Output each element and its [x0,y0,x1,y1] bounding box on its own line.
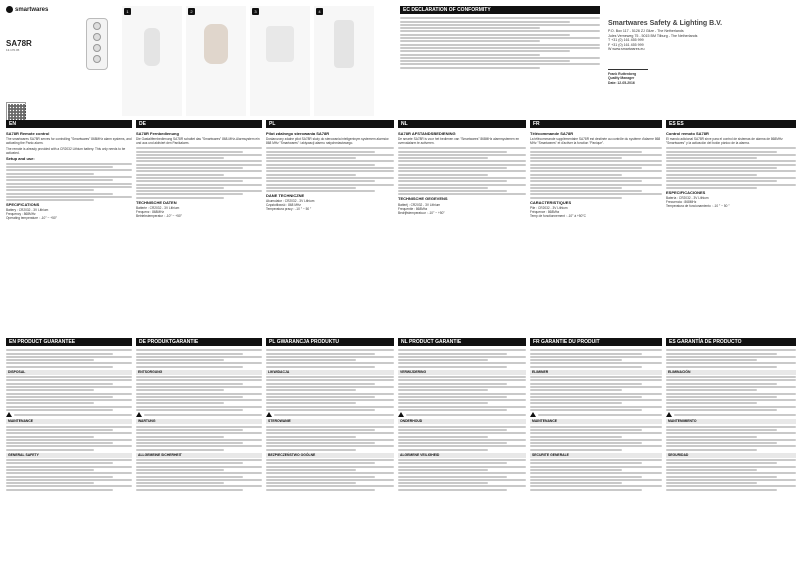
guarantee-bar-en: EN PRODUCT GUARANTEE [6,338,132,346]
figure-panel-3 [250,6,310,116]
section-title: SA78R AFSTANDSBEDIENING [398,131,456,136]
company-name: Smartwares Safety & Lighting B.V. [608,20,723,27]
warning-icon [6,412,12,417]
guarantee-bar-fr: FR GARANTIE DU PRODUIT [530,338,662,346]
safety-nl: VERWIJDERING ONDERHOUD ALGEMENE VEILIGHEID [398,348,526,562]
section-de: SA78R Fernbedienung Die Gastaltfernbedienung SA78R schaltet das "Smartwares" 868-MHz-Alarmsystem ein und aus und aktiviert den Panikalarm. TECHNISCHE DATEN Batterie : CR2032 - 3V Lithium Frequenz : 868MHz Betriebstemperatur : -10° ~ +50° [136,130,262,328]
warning-icon [266,412,272,417]
remote-side-image [334,20,354,68]
guarantee-bar-de: DE PRODUKTGARANTIE [136,338,262,346]
company-address: P.O. Box 117 - 5126 ZJ Gilze - The Netherlands Jules Verneweg 75 - 5015 BM Tilburg - The Netherlands T +31 (0) 161 455 999 F +31 (0) 161 455 999 W www.smartwares.eu [608,29,698,52]
safety-pl: LIKWIDACJA STEROWANIE BEZPIECZEŃSTWO OGÓLNE [266,348,394,562]
panel-number: 4 [316,8,323,15]
section-es: Control remoto SA78R El mando adicional SA78R sirve para el control de sistemas de alarma de 868MHz "Smartwares" y la activación del botón pánico de la alarma. ESPECIFICACIONES Batería : CR2032 - 3V Lithium Frecuencia : 868MHz Temperatura de funcionamiento : -10 ° ~ 50 ° [666,130,796,328]
battery-image [266,26,294,62]
safety-band [0,332,802,567]
section-bar-de: DE [136,120,262,128]
brand-mark-icon [6,6,13,13]
section-bar-fr: FR [530,120,662,128]
section-fr: Télécommande SA78R La télécommande supplémentaire SA78R est destinée au contrôle du système d'alarme 868 MHz "Smartwares" et d'activer la fonction "Panique". CARACTERISTIQUES Pile : CR2032 - 3V Lithium Fréquence : 868Mhz Temp de fonctionnement : -10° à +50°C [530,131,661,219]
section-bar-nl: NL [398,120,526,128]
safety-en: DISPOSAL MAINTENANCE GENERAL SAFETY [6,348,132,562]
panel-number: 2 [188,8,195,15]
product-photo-panel [74,4,120,116]
panel-number: 1 [124,8,131,15]
section-nl: SA78R AFSTANDSBEDIENING De smarte SA78R is voor het bedienen van "Smartwares" 868MHz alarmsystemen en overvalalarm te activeren. TECHNISCHE GEGEVENS Batterij : CR2032 - 3V Lithium Frequentie : 868Mhz Bedrijfstemperatuur : -10° ~ +50° [398,130,526,328]
brand-logo [6,6,70,13]
figure-panel-2 [186,6,246,116]
remote-image [86,18,108,70]
section-bar-es: ES ES [666,120,796,128]
model-sub: 13.170.05 [6,48,20,52]
remote-button-icon [93,33,101,41]
guarantee-bar-nl: NL PRODUCT GARANTIE [398,338,526,346]
hand-image [204,24,228,64]
section-title: Télécommande SA78R [530,131,574,136]
warning-icon [666,412,672,417]
figure-panel-4 [314,6,374,116]
safety-fr: ELIMINER MAINTENANCE SECURITE GENERALE [530,348,662,562]
declaration-text [400,16,600,112]
section-en: SA78R Remote control The smartwares SA78R serves for controlling "Smartwares" 868MHz alarm systems, and activating the Panic alarm. The remote is already provided with a CR2032 Lithium battery. This only needs to be activated. Setup and use: SPECIFICATIONS Battery : CR2032 - 3V Lithium Frequency : 868MHz Operating temperature : -10° ~ +50° [6,131,132,221]
remote-button-icon [93,44,101,52]
cover-panel [6,6,70,118]
remote-button-icon [93,22,101,30]
panel-number: 3 [252,8,259,15]
safety-es: ELIMINACIÓN MANTENIMIENTO SEGURIDAD [666,348,796,562]
warning-icon [136,412,142,417]
section-bar-pl: PL [266,120,394,128]
figure-panel-1 [122,6,182,116]
declaration-panel [400,6,796,116]
signature-image [608,60,648,70]
warning-icon [398,412,404,417]
section-bar-en: EN [6,120,132,128]
brand-name: smartwares [15,6,49,13]
section-title: Pilot zdalnego sterowania SA78R [266,131,330,136]
section-title: Control remoto SA78R [666,131,709,136]
section-pl: Pilot zdalnego sterowania SA78R Dostarczony zdalne pilot SA78R służy do sterowania inteligentnym systemem alarmów 868 MHz "Smartwares" i aktywacji alarmu natychmiastowego. DANE TECHNICZNE Akumulator : CR2032 - 3V Lithium Częstotliwość : 868 MHz Temperatura pracy : -10 ° ~ 50 ° [266,130,394,328]
remote-back-image [144,28,160,66]
safety-de: ENTSORGUNG WARTUNG ALLGEMEINE SICHERHEIT [136,348,262,562]
warning-icon [530,412,536,417]
instruction-sheet-top [0,0,802,243]
company-block [608,20,788,85]
declaration-title: EC DECLARATION OF CONFORMITY [400,6,600,14]
model-code: SA78R [6,39,32,48]
remote-button-icon [93,55,101,63]
guarantee-bar-pl: PL GWARANCJA PRODUKTU [266,338,394,346]
guarantee-bar-es: ES GARANTÍA DE PRODUCTO [666,338,796,346]
section-title: SA78R Fernbedienung [136,131,179,136]
signature-block: Frank Ruttenberg Quality Manager Date: 12-05-2016 [608,71,637,85]
section-title: SA78R Remote control [6,131,50,136]
